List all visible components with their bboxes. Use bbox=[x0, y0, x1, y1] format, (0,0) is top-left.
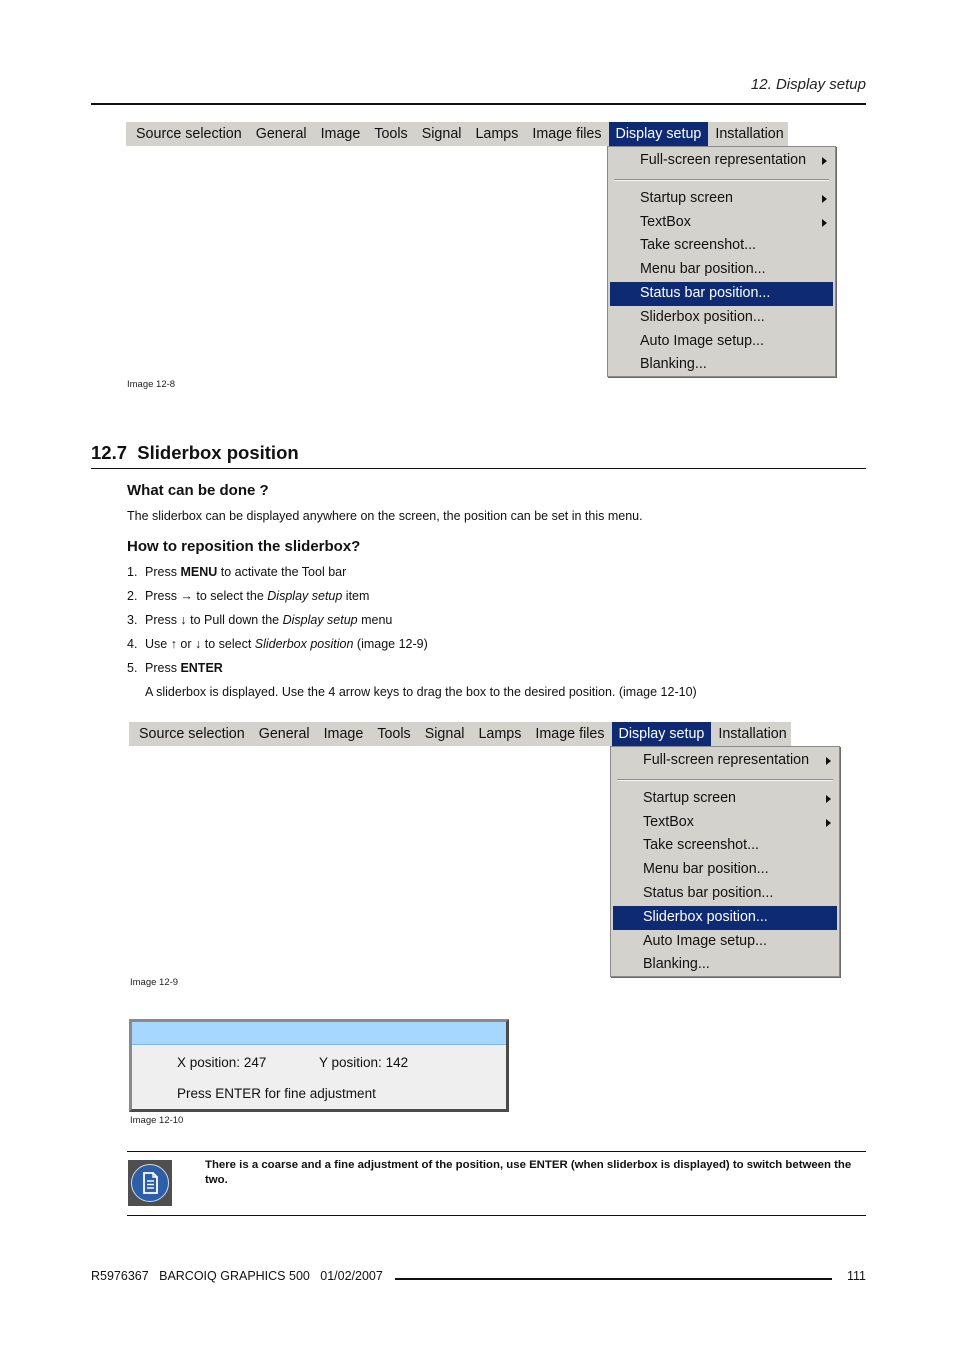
display-setup-dropdown bbox=[607, 146, 836, 377]
note-top-rule bbox=[127, 1151, 866, 1152]
menu-item-installation[interactable]: Installation bbox=[715, 126, 784, 142]
menu-item-lamps[interactable]: Lamps bbox=[478, 726, 522, 742]
section-title: 12.7 Sliderbox position bbox=[91, 442, 299, 463]
footer-doc-ref: R5976367 BARCOIQ GRAPHICS 500 01/02/2007 bbox=[91, 1269, 383, 1283]
step-5-result: A sliderbox is displayed. Use the 4 arrow keys to drag the box to the desired position. (image 12-10) bbox=[145, 685, 697, 699]
dropdown-item-auto-image-setup[interactable]: Auto Image setup... bbox=[640, 332, 764, 349]
y-position-readout: Y position: 142 bbox=[319, 1055, 409, 1070]
step-3: 3. Press ↓ to Pull down the Display setup menu bbox=[127, 613, 393, 627]
menu-item-display-setup[interactable]: Display setup bbox=[609, 122, 709, 146]
dropdown-item-startup-screen[interactable]: Startup screen bbox=[610, 187, 833, 211]
note-icon bbox=[128, 1160, 172, 1206]
dropdown-item-take-screenshot[interactable]: Take screenshot... bbox=[643, 837, 760, 854]
running-title: 12. Display setup bbox=[750, 76, 866, 93]
figure-caption: Image 12-8 bbox=[127, 379, 176, 390]
dropdown-separator bbox=[614, 179, 829, 181]
dropdown-item-take-screenshot[interactable]: Take screenshot... bbox=[640, 237, 757, 254]
section-rule bbox=[91, 468, 866, 469]
fine-adjust-hint: Press ENTER for fine adjustment bbox=[177, 1086, 376, 1101]
dropdown-item-full-screen[interactable]: Full-screen representation bbox=[613, 749, 837, 773]
menu-item-general[interactable]: General bbox=[255, 126, 307, 142]
menu-item-tools[interactable]: Tools bbox=[374, 126, 408, 142]
header-rule bbox=[91, 103, 866, 105]
menu-item-tools[interactable]: Tools bbox=[377, 726, 411, 742]
subheading-how: How to reposition the sliderbox? bbox=[127, 538, 361, 555]
menu-item-image-files[interactable]: Image files bbox=[532, 126, 602, 142]
menu-bar bbox=[126, 122, 788, 146]
dropdown-item-auto-image-setup[interactable]: Auto Image setup... bbox=[643, 932, 767, 949]
dropdown-separator bbox=[617, 779, 833, 781]
menu-item-installation[interactable]: Installation bbox=[718, 726, 787, 742]
dropdown-item-blanking[interactable]: Blanking... bbox=[643, 956, 710, 973]
menu-item-signal[interactable]: Signal bbox=[424, 726, 465, 742]
menu-item-image[interactable]: Image bbox=[320, 126, 361, 142]
menu-item-general[interactable]: General bbox=[258, 726, 310, 742]
dropdown-item-status-bar-position[interactable]: Status bar position... bbox=[643, 884, 774, 901]
step-4: 4. Use ↑ or ↓ to select Sliderbox position (image 12-9) bbox=[127, 637, 428, 651]
menu-item-source-selection[interactable]: Source selection bbox=[136, 126, 242, 142]
menu-item-signal[interactable]: Signal bbox=[421, 126, 462, 142]
dropdown-item-menu-bar-position[interactable]: Menu bar position... bbox=[643, 861, 769, 878]
sliderbox-window[interactable] bbox=[129, 1019, 509, 1112]
note-bottom-rule bbox=[127, 1215, 866, 1216]
subheading-what: What can be done ? bbox=[127, 482, 269, 499]
menu-item-image-files[interactable]: Image files bbox=[535, 726, 605, 742]
step-2: 2. Press → to select the Display setup item bbox=[127, 589, 370, 603]
menu-item-image[interactable]: Image bbox=[323, 726, 364, 742]
dropdown-item-full-screen[interactable]: Full-screen representation bbox=[610, 149, 833, 173]
paragraph-what: The sliderbox can be displayed anywhere on the screen, the position can be set in this menu. bbox=[127, 509, 643, 523]
menu-item-display-setup[interactable]: Display setup bbox=[612, 722, 712, 746]
menu-item-source-selection[interactable]: Source selection bbox=[139, 726, 245, 742]
page-number: 111 bbox=[846, 1269, 866, 1283]
dropdown-item-sliderbox-position[interactable]: Sliderbox position... bbox=[640, 308, 765, 325]
dropdown-item-textbox[interactable]: TextBox bbox=[613, 811, 837, 835]
dropdown-item-startup-screen[interactable]: Startup screen bbox=[613, 787, 837, 811]
dropdown-item-status-bar-position[interactable]: Status bar position... bbox=[610, 282, 833, 306]
submenu-arrow-icon bbox=[822, 195, 827, 203]
submenu-arrow-icon bbox=[826, 757, 831, 765]
display-setup-dropdown bbox=[610, 746, 840, 977]
figure-caption: Image 12-10 bbox=[130, 1115, 184, 1126]
dropdown-item-sliderbox-position[interactable]: Sliderbox position... bbox=[613, 906, 837, 930]
menu-item-lamps[interactable]: Lamps bbox=[475, 126, 519, 142]
dropdown-item-menu-bar-position[interactable]: Menu bar position... bbox=[640, 261, 766, 278]
dropdown-item-textbox[interactable]: TextBox bbox=[610, 211, 833, 235]
submenu-arrow-icon bbox=[822, 157, 827, 165]
step-1: 1. Press MENU to activate the Tool bar bbox=[127, 565, 347, 579]
dropdown-item-blanking[interactable]: Blanking... bbox=[640, 356, 707, 373]
note-text: There is a coarse and a fine adjustment of the position, use ENTER (when sliderbox is displayed) to switch between the two. bbox=[205, 1159, 852, 1186]
submenu-arrow-icon bbox=[826, 819, 831, 827]
sliderbox-titlebar[interactable] bbox=[132, 1022, 506, 1045]
submenu-arrow-icon bbox=[826, 795, 831, 803]
footer-rule bbox=[395, 1278, 832, 1280]
submenu-arrow-icon bbox=[822, 219, 827, 227]
step-5: 5. Press ENTER bbox=[127, 661, 223, 675]
menu-bar bbox=[129, 722, 791, 746]
figure-caption: Image 12-9 bbox=[130, 977, 179, 988]
x-position-readout: X position: 247 bbox=[177, 1055, 267, 1070]
